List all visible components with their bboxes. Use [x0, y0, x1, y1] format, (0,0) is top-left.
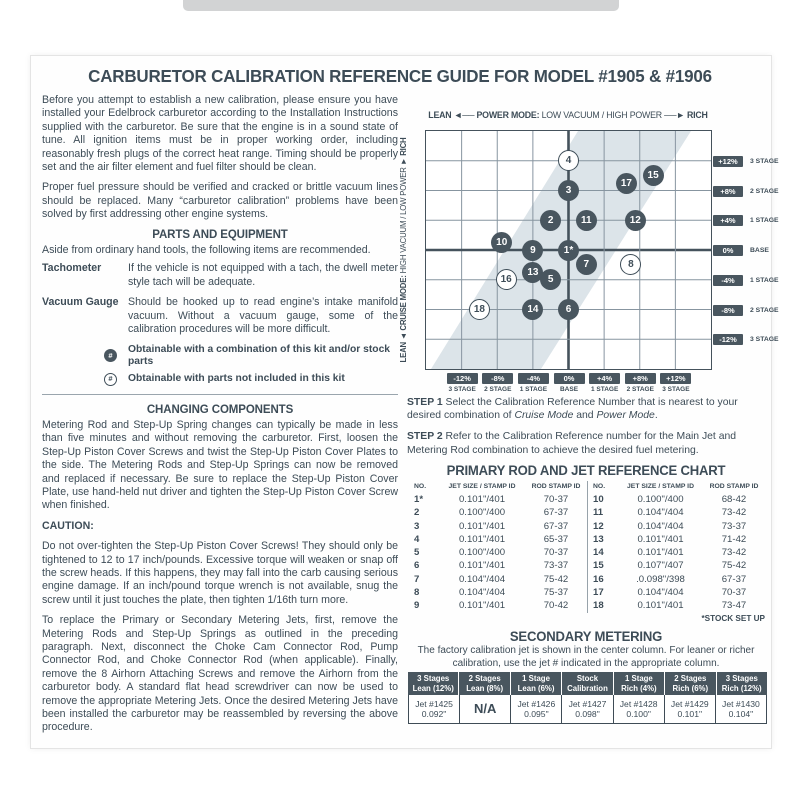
secondary-metering-description: The factory calibration jet is shown in the center column. For leaner or richer calibration, use the jet # indicated in the appropriate column.	[417, 645, 755, 669]
rod-stamp-id: 73-37	[543, 560, 569, 572]
tick-percent-badge: -4%	[518, 373, 549, 384]
parts-equipment-intro: Aside from ordinary hand tools, the following items are recommended.	[42, 244, 371, 257]
primary-row-number: 5	[414, 547, 420, 559]
changing-paragraph-1: Metering Rod and Step-Up Spring changes can typically be made in less than five minutes and without removing the carburetor. First, loosen the Step-Up Piston Cover Screws and twist the Step-Up Piston Cover Plates to the side. The Metering Rods and Step-Up Springs can now be removed and replaced if necessary. Be sure to replace the Step-Up Piston Cover Plate, use hand-held nut driver and tighten the Step-Up Piston Cover Screw when finished.	[42, 418, 398, 512]
axis-rich-label: RICH	[687, 110, 708, 120]
primary-table-header: ROD STAMP ID	[709, 483, 759, 490]
right-tick	[713, 215, 779, 226]
tick-percent-badge: -12%	[713, 334, 743, 345]
primary-row-number: 16	[593, 573, 604, 585]
rod-stamp-id: 70-42	[543, 600, 569, 612]
jet-size-stamp-id: 0.101"/401	[637, 600, 684, 612]
primary-row-number: 7	[414, 573, 420, 585]
tick-stage-label: BASE	[559, 386, 579, 393]
tick-stage-label: 3 STAGE	[448, 386, 476, 393]
primary-row-number: 3	[414, 520, 420, 532]
intro-paragraph-2: Proper fuel pressure should be verified and cracked or brittle vacuum lines should be replaced. Many “carburetor calibration” problems have been solved by first addressing other engine systems.	[42, 181, 398, 221]
primary-table-header: ROD STAMP ID	[531, 483, 581, 490]
calibration-point-5: 5	[540, 269, 561, 290]
parts-item-description: Should be hooked up to read engine’s intake manifold vacuum. Without a vacuum gauge, some of the calibration procedures will be more difficult.	[128, 296, 398, 336]
primary-row-number: 18	[593, 600, 604, 612]
secondary-header-cell: Stock Calibration	[562, 672, 612, 695]
primary-chart-title: PRIMARY ROD AND JET REFERENCE CHART	[446, 463, 726, 478]
calibration-point-18: 18	[469, 299, 490, 320]
parts-items	[42, 262, 398, 336]
tick-stage-label: 2 STAGE	[750, 306, 779, 314]
calibration-point-14: 14	[522, 299, 543, 320]
primary-row-number: 10	[593, 494, 604, 505]
calibration-point-4: 4	[558, 150, 579, 171]
tick-percent-badge: -8%	[482, 373, 513, 384]
calibration-point-15: 15	[643, 165, 664, 186]
caution-label: CAUTION:	[42, 519, 94, 532]
calibration-point-12: 12	[625, 210, 646, 231]
primary-row-number: 14	[593, 547, 604, 559]
right-tick	[713, 186, 779, 197]
parts-item-term: Vacuum Gauge	[42, 296, 119, 309]
primary-row-number: 15	[593, 560, 604, 572]
calibration-point-7: 7	[576, 254, 597, 275]
tick-percent-badge: -8%	[713, 305, 743, 316]
secondary-jet-cell: Jet #1430 0.104"	[716, 695, 766, 723]
tick-stage-label: 3 STAGE	[750, 336, 779, 344]
secondary-header-cell: 2 Stages Lean (8%)	[459, 672, 509, 695]
changing-paragraph-2: To replace the Primary or Secondary Metering Jets, first, remove the Metering Rods and Step-Up Springs as outlined in the preceding paragraph. Next, disconnect the Choke Cam Connector Rod, Pump Connector Rod, and Choke Connector Rod (when applicable). Finally, remove the 8 Airhorn Attaching Screws and remove the Airhorn from the carburetor body. A standard flat head screwdriver can now be used to remove the appropriate Metering Jets. Once the desired Metering Jets have been installed the carburetor may be reassembled by reversing the above procedure.	[42, 614, 398, 734]
tick-percent-badge: +12%	[660, 373, 691, 384]
jet-size-stamp-id: 0.101"/401	[637, 533, 684, 545]
right-tick	[713, 275, 779, 286]
arrow-right-icon: ►	[399, 157, 408, 166]
secondary-jet-cell: Jet #1426 0.095"	[511, 695, 562, 723]
tick-percent-badge: +4%	[713, 215, 743, 226]
left-column	[42, 94, 398, 742]
jet-size-stamp-id: 0.104"/404	[458, 587, 506, 599]
primary-row-number: 6	[414, 560, 420, 572]
jet-size-stamp-id: 0.104"/404	[637, 520, 684, 532]
tick-percent-badge: +4%	[589, 373, 620, 384]
jet-size-stamp-id: 0.101"/401	[458, 560, 506, 572]
primary-row-number: 11	[593, 507, 604, 519]
axis-lean-label: LEAN	[428, 110, 452, 120]
tick-stage-label: 2 STAGE	[750, 187, 779, 195]
rod-stamp-id: 70-37	[543, 494, 569, 505]
calibration-point-9: 9	[522, 240, 543, 261]
secondary-jet-cell: Jet #1427 0.098"	[562, 695, 613, 723]
rod-stamp-id: 75-37	[543, 587, 569, 599]
primary-row-number: 2	[414, 507, 420, 519]
secondary-metering-table	[408, 672, 767, 724]
parts-item-description: If the vehicle is not equipped with a tach, the dwell meter style tach will be adequate.	[128, 262, 398, 288]
secondary-header-cell: 2 Stages Rich (6%)	[665, 672, 715, 695]
rod-stamp-id: 70-37	[543, 547, 569, 559]
primary-row-number: 4	[414, 533, 420, 545]
arrow-left-icon: ◄──	[453, 110, 475, 120]
primary-rod-jet-table	[409, 481, 765, 613]
legend-text: Obtainable with a combination of this kit and/or stock parts	[128, 343, 391, 367]
rod-stamp-id: 73-37	[721, 520, 747, 532]
photo-edge-strip	[183, 0, 619, 11]
tick-percent-badge: +8%	[625, 373, 656, 384]
rod-stamp-id: 67-37	[721, 573, 747, 585]
tick-stage-label: 2 STAGE	[484, 386, 512, 393]
secondary-header-cell: 1 Stage Rich (4%)	[614, 672, 664, 695]
primary-row-number: 1*	[414, 494, 424, 505]
primary-table-header: NO.	[593, 483, 606, 490]
secondary-jet-cell: Jet #1428 0.100"	[614, 695, 665, 723]
rod-stamp-id: 67-37	[543, 520, 569, 532]
rod-stamp-id: 65-37	[543, 533, 569, 545]
calibration-point-13: 13	[522, 262, 543, 283]
tick-stage-label: 1 STAGE	[519, 386, 548, 393]
calibration-point-17: 17	[616, 173, 637, 194]
rod-stamp-id: 73-42	[721, 507, 747, 519]
tick-stage-label: 1 STAGE	[750, 217, 779, 225]
jet-size-stamp-id: 0.104"/404	[637, 507, 684, 519]
primary-row-number: 17	[593, 587, 604, 599]
tick-percent-badge: -12%	[447, 373, 478, 384]
tick-percent-badge: -4%	[713, 275, 743, 286]
parts-item-term: Tachometer	[42, 262, 102, 275]
jet-size-stamp-id: 0.104"/404	[637, 587, 684, 599]
jet-size-stamp-id: 0.104"/404	[458, 573, 506, 585]
secondary-jet-cell: N/A	[460, 695, 511, 723]
jet-size-stamp-id: 0.101"/401	[458, 494, 506, 505]
tick-stage-label: 3 STAGE	[750, 157, 779, 165]
primary-row-number: 13	[593, 533, 604, 545]
calibration-point-6: 6	[558, 299, 579, 320]
tick-percent-badge: 0%	[554, 373, 585, 384]
section-divider	[42, 394, 398, 417]
jet-size-stamp-id: 0.101"/401	[458, 520, 506, 532]
tick-percent-badge: +8%	[713, 186, 743, 197]
rod-stamp-id: 73-42	[721, 547, 747, 559]
bottom-tick	[654, 373, 698, 393]
page-title: CARBURETOR CALIBRATION REFERENCE GUIDE FOR MODEL #1905 & #1906	[88, 66, 712, 86]
calibration-point-10: 10	[491, 232, 512, 253]
rod-stamp-id: 75-42	[543, 573, 569, 585]
stock-setup-footnote: *STOCK SET UP	[701, 614, 765, 623]
steps-block	[407, 396, 769, 465]
rod-stamp-id: 75-42	[721, 560, 747, 572]
jet-size-stamp-id: 0.101"/401	[637, 547, 684, 559]
power-mode-axis-label: LEAN ◄── POWER MODE: LOW VACUUM / HIGH POWER ──► RICH	[428, 110, 708, 120]
primary-row-number: 9	[414, 600, 420, 612]
right-tick	[713, 156, 779, 167]
rod-stamp-id: 68-42	[721, 494, 747, 505]
jet-size-stamp-id: 0.107"/407	[637, 560, 684, 572]
secondary-metering-heading: SECONDARY METERING	[509, 629, 663, 644]
primary-row-number: 12	[593, 520, 604, 532]
tick-stage-label: 3 STAGE	[662, 386, 690, 393]
arrow-left-icon: ◄	[399, 332, 408, 341]
right-tick	[713, 305, 779, 316]
secondary-jet-cell: Jet #1425 0.092"	[409, 695, 460, 723]
tick-stage-label: BASE	[750, 247, 769, 254]
calibration-point-3: 3	[558, 180, 579, 201]
intro-paragraph-1: Before you attempt to establish a new calibration, please ensure you have installed your Edelbrock carburetor according to the Installation Instructions supplied with the carburetor. Be sure that the engine is in a sound state of tune. All ignition items must be in proper working order, including reasonably fresh plugs of the correct heat range. Timing should be properly set and the air filter element and fuel filter should be clean.	[42, 94, 398, 174]
tick-stage-label: 1 STAGE	[590, 386, 619, 393]
jet-size-stamp-id: 0.101"/401	[458, 600, 506, 612]
jet-size-stamp-id: 0.100"/400	[458, 507, 506, 519]
right-tick	[713, 245, 769, 256]
rod-stamp-id: 71-42	[721, 533, 747, 545]
right-tick	[713, 334, 779, 345]
primary-table-header: JET SIZE / STAMP ID	[448, 483, 516, 490]
calibration-point-1: 1*	[558, 240, 579, 261]
legend-text: Obtainable with parts not included in this kit	[128, 373, 345, 384]
open-number-circle-icon: #	[104, 373, 117, 386]
tick-percent-badge: 0%	[713, 245, 743, 256]
step-1: STEP 1 Select the Calibration Reference Number that is nearest to your desired combination of Cruise Mode and Power Mode.	[407, 397, 738, 422]
legend-row	[104, 344, 398, 368]
secondary-header-cell: 3 Stages Lean (12%)	[408, 672, 458, 695]
changing-components-heading: CHANGING COMPONENTS	[146, 403, 294, 416]
calibration-point-11: 11	[576, 210, 597, 231]
caution-paragraph: Do not over-tighten the Step-Up Piston Cover Screws! They should only be tightened to 12 to 17 inch/pounds. Excessive torque will weaken or snap off the screw heads. If this happens, they may fall into the carb causing serious engine damage. If an inch/pound torque wrench is not available, snug the screw until it just touches the plate, then tighten 1/16th turn more.	[42, 540, 398, 606]
calibration-chart	[425, 130, 712, 370]
filled-number-circle-icon: #	[104, 349, 117, 362]
primary-table-header: NO.	[414, 483, 427, 490]
legend-row	[104, 373, 398, 386]
step-2: STEP 2 Refer to the Calibration Reference number for the Main Jet and Metering Rod combination to achieve the desired fuel metering.	[407, 431, 737, 456]
tick-stage-label: 1 STAGE	[750, 276, 779, 284]
primary-row-number: 8	[414, 587, 420, 599]
arrow-right-icon: ──►	[664, 110, 685, 120]
jet-size-stamp-id: 0.101"/401	[458, 533, 506, 545]
jet-size-stamp-id: .0.098"/398	[636, 573, 685, 585]
cruise-mode-axis-label: LEAN ◄ CRUISE MODE: HIGH VACUUM / LOW POWER ► RICH	[399, 137, 408, 363]
rod-stamp-id: 70-37	[721, 587, 747, 599]
symbol-legend	[42, 344, 398, 386]
calibration-point-2: 2	[540, 210, 561, 231]
calibration-point-16: 16	[496, 269, 517, 290]
parts-item	[42, 262, 398, 289]
rod-stamp-id: 67-37	[543, 507, 569, 519]
rod-stamp-id: 73-47	[721, 600, 747, 612]
jet-size-stamp-id: 0.100"/400	[458, 547, 506, 559]
calibration-point-8: 8	[620, 254, 641, 275]
parts-equipment-heading: PARTS AND EQUIPMENT	[152, 228, 288, 241]
secondary-jet-cell: Jet #1429 0.101"	[665, 695, 716, 723]
tick-percent-badge: +12%	[713, 156, 743, 167]
secondary-header-cell: 1 Stage Lean (6%)	[511, 672, 561, 695]
secondary-header-cell: 3 Stages Rich (12%)	[717, 672, 767, 695]
tick-stage-label: 2 STAGE	[626, 386, 654, 393]
jet-size-stamp-id: 0.100"/400	[637, 494, 684, 505]
primary-table-header: JET SIZE / STAMP ID	[627, 483, 694, 490]
parts-item	[42, 296, 398, 336]
